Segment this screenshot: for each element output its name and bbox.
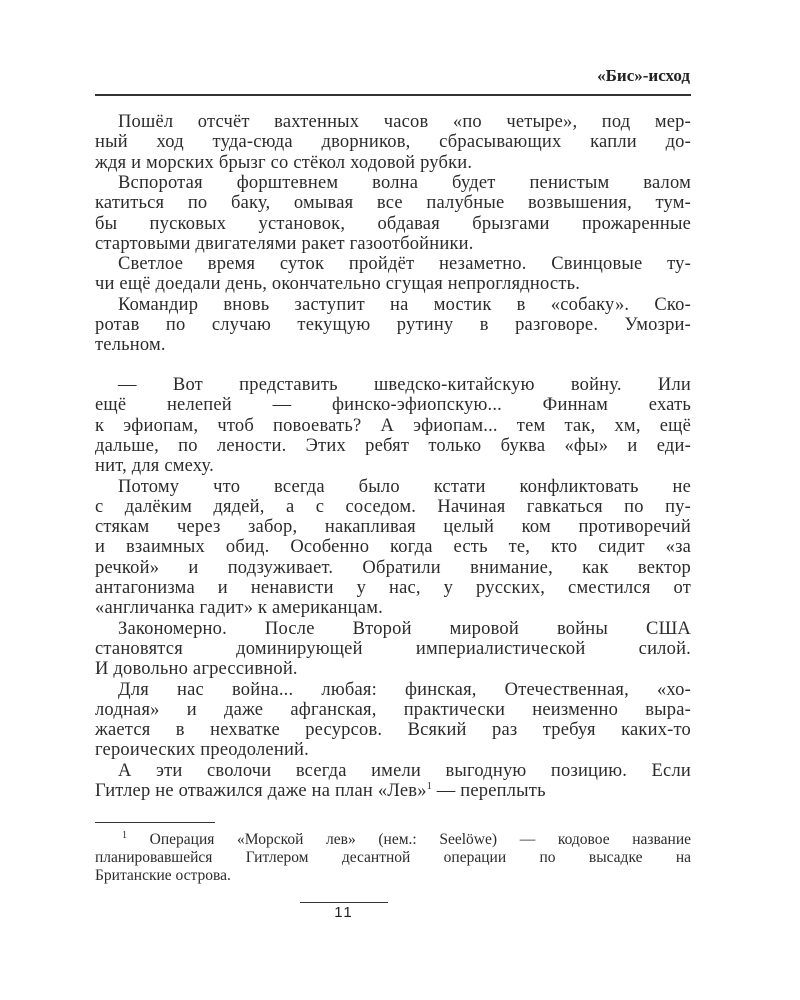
text-line: становятся доминирующей империалистической силой. xyxy=(95,638,691,659)
text-line: Командир вновь заступит на мостик в «собаку». Ско- xyxy=(118,294,691,315)
footnote-line: $^1$ Операция «Морской лев» (нем.: Seelöwe) — кодовое название xyxy=(122,829,691,848)
text-line: Закономерно. После Второй мировой войны США xyxy=(118,618,691,639)
page-number: 11 xyxy=(334,904,354,921)
text-line: дальше, по лености. Этих ребят только буква «фы» и еди- xyxy=(95,435,691,456)
text-line: ждя и морских брызг со стёкол ходовой рубки. xyxy=(95,152,473,173)
footnote-marker: 1 xyxy=(122,829,127,841)
footnote-line: Британские острова. xyxy=(95,867,231,884)
text-line: нит, для смеху. xyxy=(95,456,214,477)
text-line: Гитлер не отважился даже на план «Лев»$^1$ — переплыть xyxy=(95,780,546,801)
text-line: лодная» и даже афганская, практически неизменно выра- xyxy=(95,699,691,720)
page-number-rule xyxy=(300,902,388,903)
footnote-line: планировавшейся Гитлером десантной операции по высадке на xyxy=(95,849,691,866)
text-line: ещё нелепей — финско-эфиопскую... Финнам ехать xyxy=(95,395,691,416)
text-line: ный ход туда-сюда дворников, сбрасывающих капли до- xyxy=(95,132,691,153)
footnote-marker: 1 xyxy=(426,780,432,792)
text-line: тельном. xyxy=(95,335,166,356)
text-line: стякам через забор, накапливая целый ком противоречий xyxy=(95,517,691,538)
text-line: антагонизма и ненависти у нас, у русских, сместился от xyxy=(95,578,691,598)
text-line: ротав по случаю текущую рутину в разговоре. Умозри- xyxy=(95,315,691,335)
text-line: Вспоротая форштевнем волна будет пенистым валом xyxy=(118,172,691,193)
text-line: Светлое время суток пройдёт незаметно. Свинцовые ту- xyxy=(118,254,691,275)
text-line: катиться по баку, омывая все палубные возвышения, тум- xyxy=(95,193,691,214)
text-line: и взаимных обид. Особенно когда есть те, кто сидит «за xyxy=(95,537,691,558)
footnote-rule xyxy=(95,822,215,823)
text-line: Потому что всегда было кстати конфликтовать не xyxy=(118,476,691,497)
text-line: бы пусковых установок, обдавая брызгами прожаренные xyxy=(95,213,691,234)
text-line: стартовыми двигателями ракет газоотбойники. xyxy=(95,233,474,254)
text-line: И довольно агрессивной. xyxy=(95,659,298,680)
text-line: героических преодолений. xyxy=(95,740,309,761)
text-line: речкой» и подзуживает. Обратили внимание, как вектор xyxy=(95,557,691,578)
text-line: А эти сволочи всегда имели выгодную позицию. Если xyxy=(118,760,691,781)
text-line: к эфиопам, чтоб повоевать? А эфиопам... тем так, хм, ещё xyxy=(95,415,691,436)
text-line: с далёким дядей, а с соседом. Начиная гавкаться по пу- xyxy=(95,496,691,517)
running-header-title: «Бис»-исход xyxy=(597,66,690,85)
text-line: жается в нехватке ресурсов. Всякий раз требуя каких-то xyxy=(95,720,691,741)
header-rule xyxy=(95,94,691,96)
text-line: Пошёл отсчёт вахтенных часов «по четыре», под мер- xyxy=(118,112,691,132)
text-line: — Вот представить шведско-китайскую войну. Или xyxy=(118,375,691,395)
text-line: Для нас война... любая: финская, Отечественная, «хо- xyxy=(118,679,691,700)
text-line: чи ещё доедали день, окончательно сгущая непроглядность. xyxy=(95,274,581,295)
text-line: «англичанка гадит» к американцам. xyxy=(95,598,383,619)
